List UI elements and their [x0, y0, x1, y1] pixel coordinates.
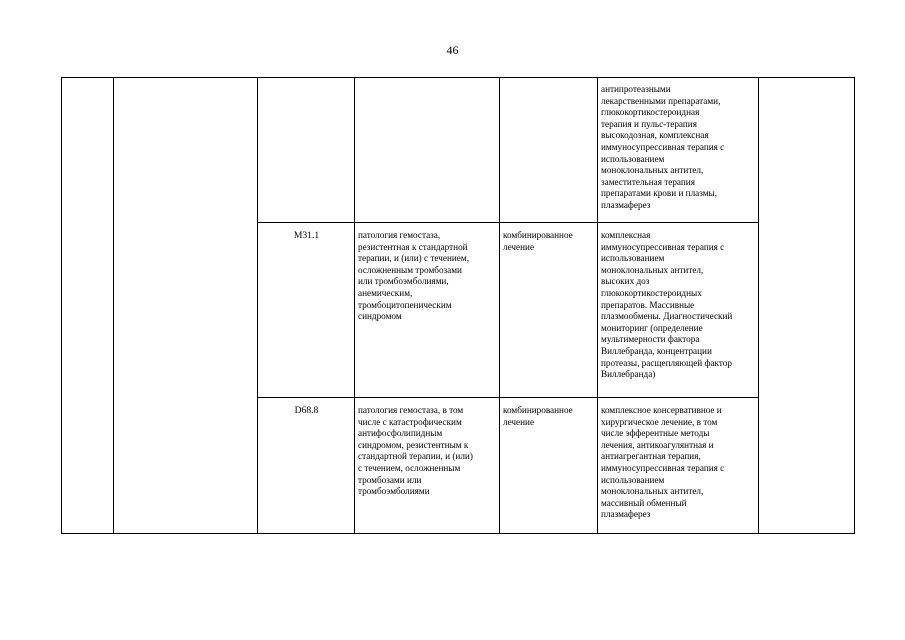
- table-row: [62, 78, 855, 223]
- page-number: 46: [446, 43, 459, 57]
- method-cell: антипротеазными лекарственными препаратами, глюкокортикостероидная терапия и пульс-терапия высокодозная, комплексная иммуносупрессивная терапия с использованием моноклональных антител, заместительная терапия препаратами крови и плазмы, плазмаферез: [598, 78, 759, 223]
- treatment-type-cell: [500, 78, 598, 223]
- cost-cell: [759, 78, 855, 534]
- method-cell: комплексное консервативное и хирургическое лечение, в том числе эфферентные методы лечения, антикоагулянтная и антиагрегантная терапия, иммуносупрессивная терапия с использованием моноклональных антител, массивный обменный плазмаферез: [598, 398, 759, 534]
- treatment-type-cell: комбинированное лечение: [500, 223, 598, 398]
- code-cell: M31.1: [258, 223, 355, 398]
- profile-cell: [114, 78, 258, 534]
- diagnosis-cell: [355, 78, 500, 223]
- row-number-cell: [62, 78, 114, 534]
- treatment-type-cell: комбинированное лечение: [500, 398, 598, 534]
- diagnosis-cell: патология гемостаза, в том числе с катастрофическим антифосфолипидным синдромом, резистентным к стандартной терапии, и (или) с течением, осложненным тромбозами или тромбоэмболиями: [355, 398, 500, 534]
- treatment-table: [61, 77, 855, 534]
- method-cell: комплексная иммуносупрессивная терапия с использованием моноклональных антител, высоких доз глюкокортикостероидных препаратов. Массивные плазмообмены. Диагностический мониторинг (определение мультимерности фактора Виллебранда, концентрации протеазы, расщепляющей фактор Виллебранда): [598, 223, 759, 398]
- code-cell: [258, 78, 355, 223]
- diagnosis-cell: патология гемостаза, резистентная к стандартной терапии, и (или) с течением, осложненным тромбозами или тромбоэмболиями, анемическим, тромбоцитопеническим синдромом: [355, 223, 500, 398]
- code-cell: D68.8: [258, 398, 355, 534]
